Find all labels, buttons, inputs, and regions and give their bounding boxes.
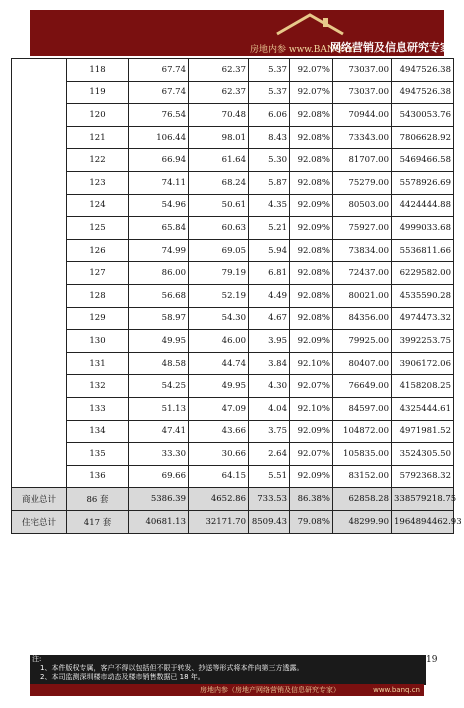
table-cell: 86.00 xyxy=(129,262,189,285)
table-row xyxy=(12,126,454,149)
table-cell: 5.30 xyxy=(249,149,290,172)
table-cell: 75927.00 xyxy=(333,217,392,240)
table-cell: 3524305.50 xyxy=(392,443,454,466)
unit-number-cell: 135 xyxy=(67,443,129,466)
table-cell: 8.43 xyxy=(249,126,290,149)
page-number: 19 xyxy=(426,655,438,665)
table-cell: 92.07% xyxy=(290,81,333,104)
table-cell: 3.84 xyxy=(249,352,290,375)
table-row xyxy=(12,284,454,307)
table-cell: 47.41 xyxy=(129,420,189,443)
table-cell: 4971981.52 xyxy=(392,420,454,443)
table-cell: 3992253.75 xyxy=(392,330,454,353)
unit-number-cell: 121 xyxy=(67,126,129,149)
table-cell: 4999033.68 xyxy=(392,217,454,240)
table-cell: 4325444.61 xyxy=(392,397,454,420)
table-cell: 58.97 xyxy=(129,307,189,330)
table-cell: 92.08% xyxy=(290,239,333,262)
unit-number-cell: 128 xyxy=(67,284,129,307)
table-cell: 4424444.88 xyxy=(392,194,454,217)
table-cell: 3906172.06 xyxy=(392,352,454,375)
table-cell: 46.00 xyxy=(189,330,249,353)
table-cell: 86 套 xyxy=(67,488,129,511)
table-cell: 60.63 xyxy=(189,217,249,240)
total-row xyxy=(12,488,454,511)
table-cell: 6229582.00 xyxy=(392,262,454,285)
unit-number-cell: 132 xyxy=(67,375,129,398)
table-cell: 47.09 xyxy=(189,397,249,420)
table-cell: 65.84 xyxy=(129,217,189,240)
unit-number-cell: 120 xyxy=(67,104,129,127)
table-cell: 80407.00 xyxy=(333,352,392,375)
table-cell: 54.96 xyxy=(129,194,189,217)
table-cell: 4652.86 xyxy=(189,488,249,511)
table-cell: 92.10% xyxy=(290,397,333,420)
table-cell: 92.09% xyxy=(290,194,333,217)
table-row xyxy=(12,59,454,82)
table-cell: 83152.00 xyxy=(333,465,392,488)
table-cell: 4.49 xyxy=(249,284,290,307)
table-cell: 69.05 xyxy=(189,239,249,262)
table-cell: 73037.00 xyxy=(333,59,392,82)
table-cell: 62.37 xyxy=(189,59,249,82)
table-cell: 6.06 xyxy=(249,104,290,127)
group-cell xyxy=(12,59,67,488)
table-cell: 92.08% xyxy=(290,149,333,172)
table-cell: 4.67 xyxy=(249,307,290,330)
note-line-2: 2、本司监测深圳楼市动态及楼市销售数据已 18 年。 xyxy=(40,673,205,681)
table-cell: 50.61 xyxy=(189,194,249,217)
table-cell: 92.08% xyxy=(290,284,333,307)
table-row xyxy=(12,262,454,285)
table-cell: 5792368.32 xyxy=(392,465,454,488)
table-cell: 74.11 xyxy=(129,171,189,194)
table-cell: 86.38% xyxy=(290,488,333,511)
table-row xyxy=(12,171,454,194)
table-row xyxy=(12,149,454,172)
table-cell: 80021.00 xyxy=(333,284,392,307)
footer-brand: 房地内参（房地产网络营销及信息研究专家） xyxy=(200,686,340,694)
table-cell: 92.08% xyxy=(290,104,333,127)
table-cell: 62858.28 xyxy=(333,488,392,511)
table-cell: 92.10% xyxy=(290,352,333,375)
table-cell: 69.66 xyxy=(129,465,189,488)
unit-number-cell: 129 xyxy=(67,307,129,330)
unit-number-cell: 118 xyxy=(67,59,129,82)
table-cell: 51.13 xyxy=(129,397,189,420)
unit-number-cell: 123 xyxy=(67,171,129,194)
table-cell: 5469466.58 xyxy=(392,149,454,172)
table-cell: 92.07% xyxy=(290,443,333,466)
table-cell: 62.37 xyxy=(189,81,249,104)
table-cell: 73343.00 xyxy=(333,126,392,149)
table-cell: 5536811.66 xyxy=(392,239,454,262)
table-cell: 7806628.92 xyxy=(392,126,454,149)
table-cell: 4535590.28 xyxy=(392,284,454,307)
table-cell: 70.48 xyxy=(189,104,249,127)
unit-number-cell: 119 xyxy=(67,81,129,104)
unit-number-cell: 122 xyxy=(67,149,129,172)
unit-number-cell: 124 xyxy=(67,194,129,217)
table-cell: 30.66 xyxy=(189,443,249,466)
table-cell: 106.44 xyxy=(129,126,189,149)
table-cell: 5.21 xyxy=(249,217,290,240)
table-cell: 5386.39 xyxy=(129,488,189,511)
table-cell: 79.19 xyxy=(189,262,249,285)
table-cell: 1964894462.93 xyxy=(392,511,454,534)
table-cell: 84597.00 xyxy=(333,397,392,420)
table-cell: 67.74 xyxy=(129,81,189,104)
table-cell: 4974473.32 xyxy=(392,307,454,330)
table-cell: 43.66 xyxy=(189,420,249,443)
table-cell: 338579218.75 xyxy=(392,488,454,511)
table-cell: 92.07% xyxy=(290,59,333,82)
table-row xyxy=(12,194,454,217)
table-cell: 72437.00 xyxy=(333,262,392,285)
table-cell: 67.74 xyxy=(129,59,189,82)
table-cell: 5.37 xyxy=(249,81,290,104)
unit-number-cell: 130 xyxy=(67,330,129,353)
table-cell: 73834.00 xyxy=(333,239,392,262)
unit-number-cell: 126 xyxy=(67,239,129,262)
table-row xyxy=(12,239,454,262)
table-cell: 75279.00 xyxy=(333,171,392,194)
table-cell: 417 套 xyxy=(67,511,129,534)
unit-number-cell: 127 xyxy=(67,262,129,285)
table-cell: 52.19 xyxy=(189,284,249,307)
table-cell: 54.30 xyxy=(189,307,249,330)
table-cell: 54.25 xyxy=(129,375,189,398)
table-cell: 70944.00 xyxy=(333,104,392,127)
table-cell: 2.64 xyxy=(249,443,290,466)
total-label-cell: 商业总计 xyxy=(12,488,67,511)
table-cell: 92.09% xyxy=(290,420,333,443)
table-cell: 5578926.69 xyxy=(392,171,454,194)
table-cell: 92.09% xyxy=(290,465,333,488)
table-cell: 76649.00 xyxy=(333,375,392,398)
table-cell: 44.74 xyxy=(189,352,249,375)
table-cell: 79.08% xyxy=(290,511,333,534)
table-cell: 92.08% xyxy=(290,262,333,285)
table-cell: 105835.00 xyxy=(333,443,392,466)
table-cell: 5.37 xyxy=(249,59,290,82)
footer-url: www.banq.cn xyxy=(373,686,420,694)
table-cell: 32171.70 xyxy=(189,511,249,534)
table-cell: 40681.13 xyxy=(129,511,189,534)
table-row xyxy=(12,217,454,240)
table-cell: 73037.00 xyxy=(333,81,392,104)
table-cell: 66.94 xyxy=(129,149,189,172)
unit-number-cell: 131 xyxy=(67,352,129,375)
table-cell: 4158208.25 xyxy=(392,375,454,398)
table-cell: 33.30 xyxy=(129,443,189,466)
house-roof-icon xyxy=(275,12,345,38)
table-row xyxy=(12,443,454,466)
table-row xyxy=(12,397,454,420)
unit-number-cell: 133 xyxy=(67,397,129,420)
table-cell: 5.87 xyxy=(249,171,290,194)
table-cell: 4.04 xyxy=(249,397,290,420)
table-cell: 48299.90 xyxy=(333,511,392,534)
sales-data-table xyxy=(11,58,462,534)
header-banner xyxy=(30,10,451,56)
table-row xyxy=(12,375,454,398)
table-cell: 92.09% xyxy=(290,330,333,353)
table-cell: 4.30 xyxy=(249,375,290,398)
brand-text: 房地内参 www.BANQ.cn xyxy=(250,45,356,55)
table-cell: 61.64 xyxy=(189,149,249,172)
table-cell: 68.24 xyxy=(189,171,249,194)
table-cell: 76.54 xyxy=(129,104,189,127)
notes-box xyxy=(30,655,426,685)
unit-number-cell: 134 xyxy=(67,420,129,443)
table-cell: 5.51 xyxy=(249,465,290,488)
table-cell: 74.99 xyxy=(129,239,189,262)
table-cell: 4947526.38 xyxy=(392,81,454,104)
table-cell: 48.58 xyxy=(129,352,189,375)
table-cell: 64.15 xyxy=(189,465,249,488)
table-cell: 79925.00 xyxy=(333,330,392,353)
table-cell: 80503.00 xyxy=(333,194,392,217)
table-cell: 4.35 xyxy=(249,194,290,217)
table-cell: 49.95 xyxy=(189,375,249,398)
table-cell: 3.95 xyxy=(249,330,290,353)
table-cell: 8509.43 xyxy=(249,511,290,534)
table-cell: 49.95 xyxy=(129,330,189,353)
table-cell: 84356.00 xyxy=(333,307,392,330)
notes-heading: 注: xyxy=(32,655,42,663)
table-row xyxy=(12,352,454,375)
header-title: 网络营销及信息研究专家 xyxy=(330,41,451,54)
table-cell: 92.08% xyxy=(290,126,333,149)
footer-banner xyxy=(30,684,424,696)
table-cell: 104872.00 xyxy=(333,420,392,443)
total-row xyxy=(12,511,454,534)
table-row xyxy=(12,81,454,104)
table-cell: 6.81 xyxy=(249,262,290,285)
table-cell: 56.68 xyxy=(129,284,189,307)
table-cell: 3.75 xyxy=(249,420,290,443)
table-cell: 92.08% xyxy=(290,171,333,194)
note-line-1: 1、本件版权专属，客户不得以包括但不限于转发、抄送等形式将本件向第三方透露。 xyxy=(40,664,304,672)
table-cell: 92.08% xyxy=(290,307,333,330)
table-row xyxy=(12,330,454,353)
table-cell: 98.01 xyxy=(189,126,249,149)
table-cell: 92.09% xyxy=(290,217,333,240)
table-row xyxy=(12,465,454,488)
table-row xyxy=(12,104,454,127)
table-row xyxy=(12,420,454,443)
table-cell: 92.07% xyxy=(290,375,333,398)
table-cell: 4947526.38 xyxy=(392,59,454,82)
table-cell: 5.94 xyxy=(249,239,290,262)
table-row xyxy=(12,307,454,330)
table-cell: 5430053.76 xyxy=(392,104,454,127)
table-cell: 81707.00 xyxy=(333,149,392,172)
unit-number-cell: 125 xyxy=(67,217,129,240)
unit-number-cell: 136 xyxy=(67,465,129,488)
table-cell: 733.53 xyxy=(249,488,290,511)
total-label-cell: 住宅总计 xyxy=(12,511,67,534)
